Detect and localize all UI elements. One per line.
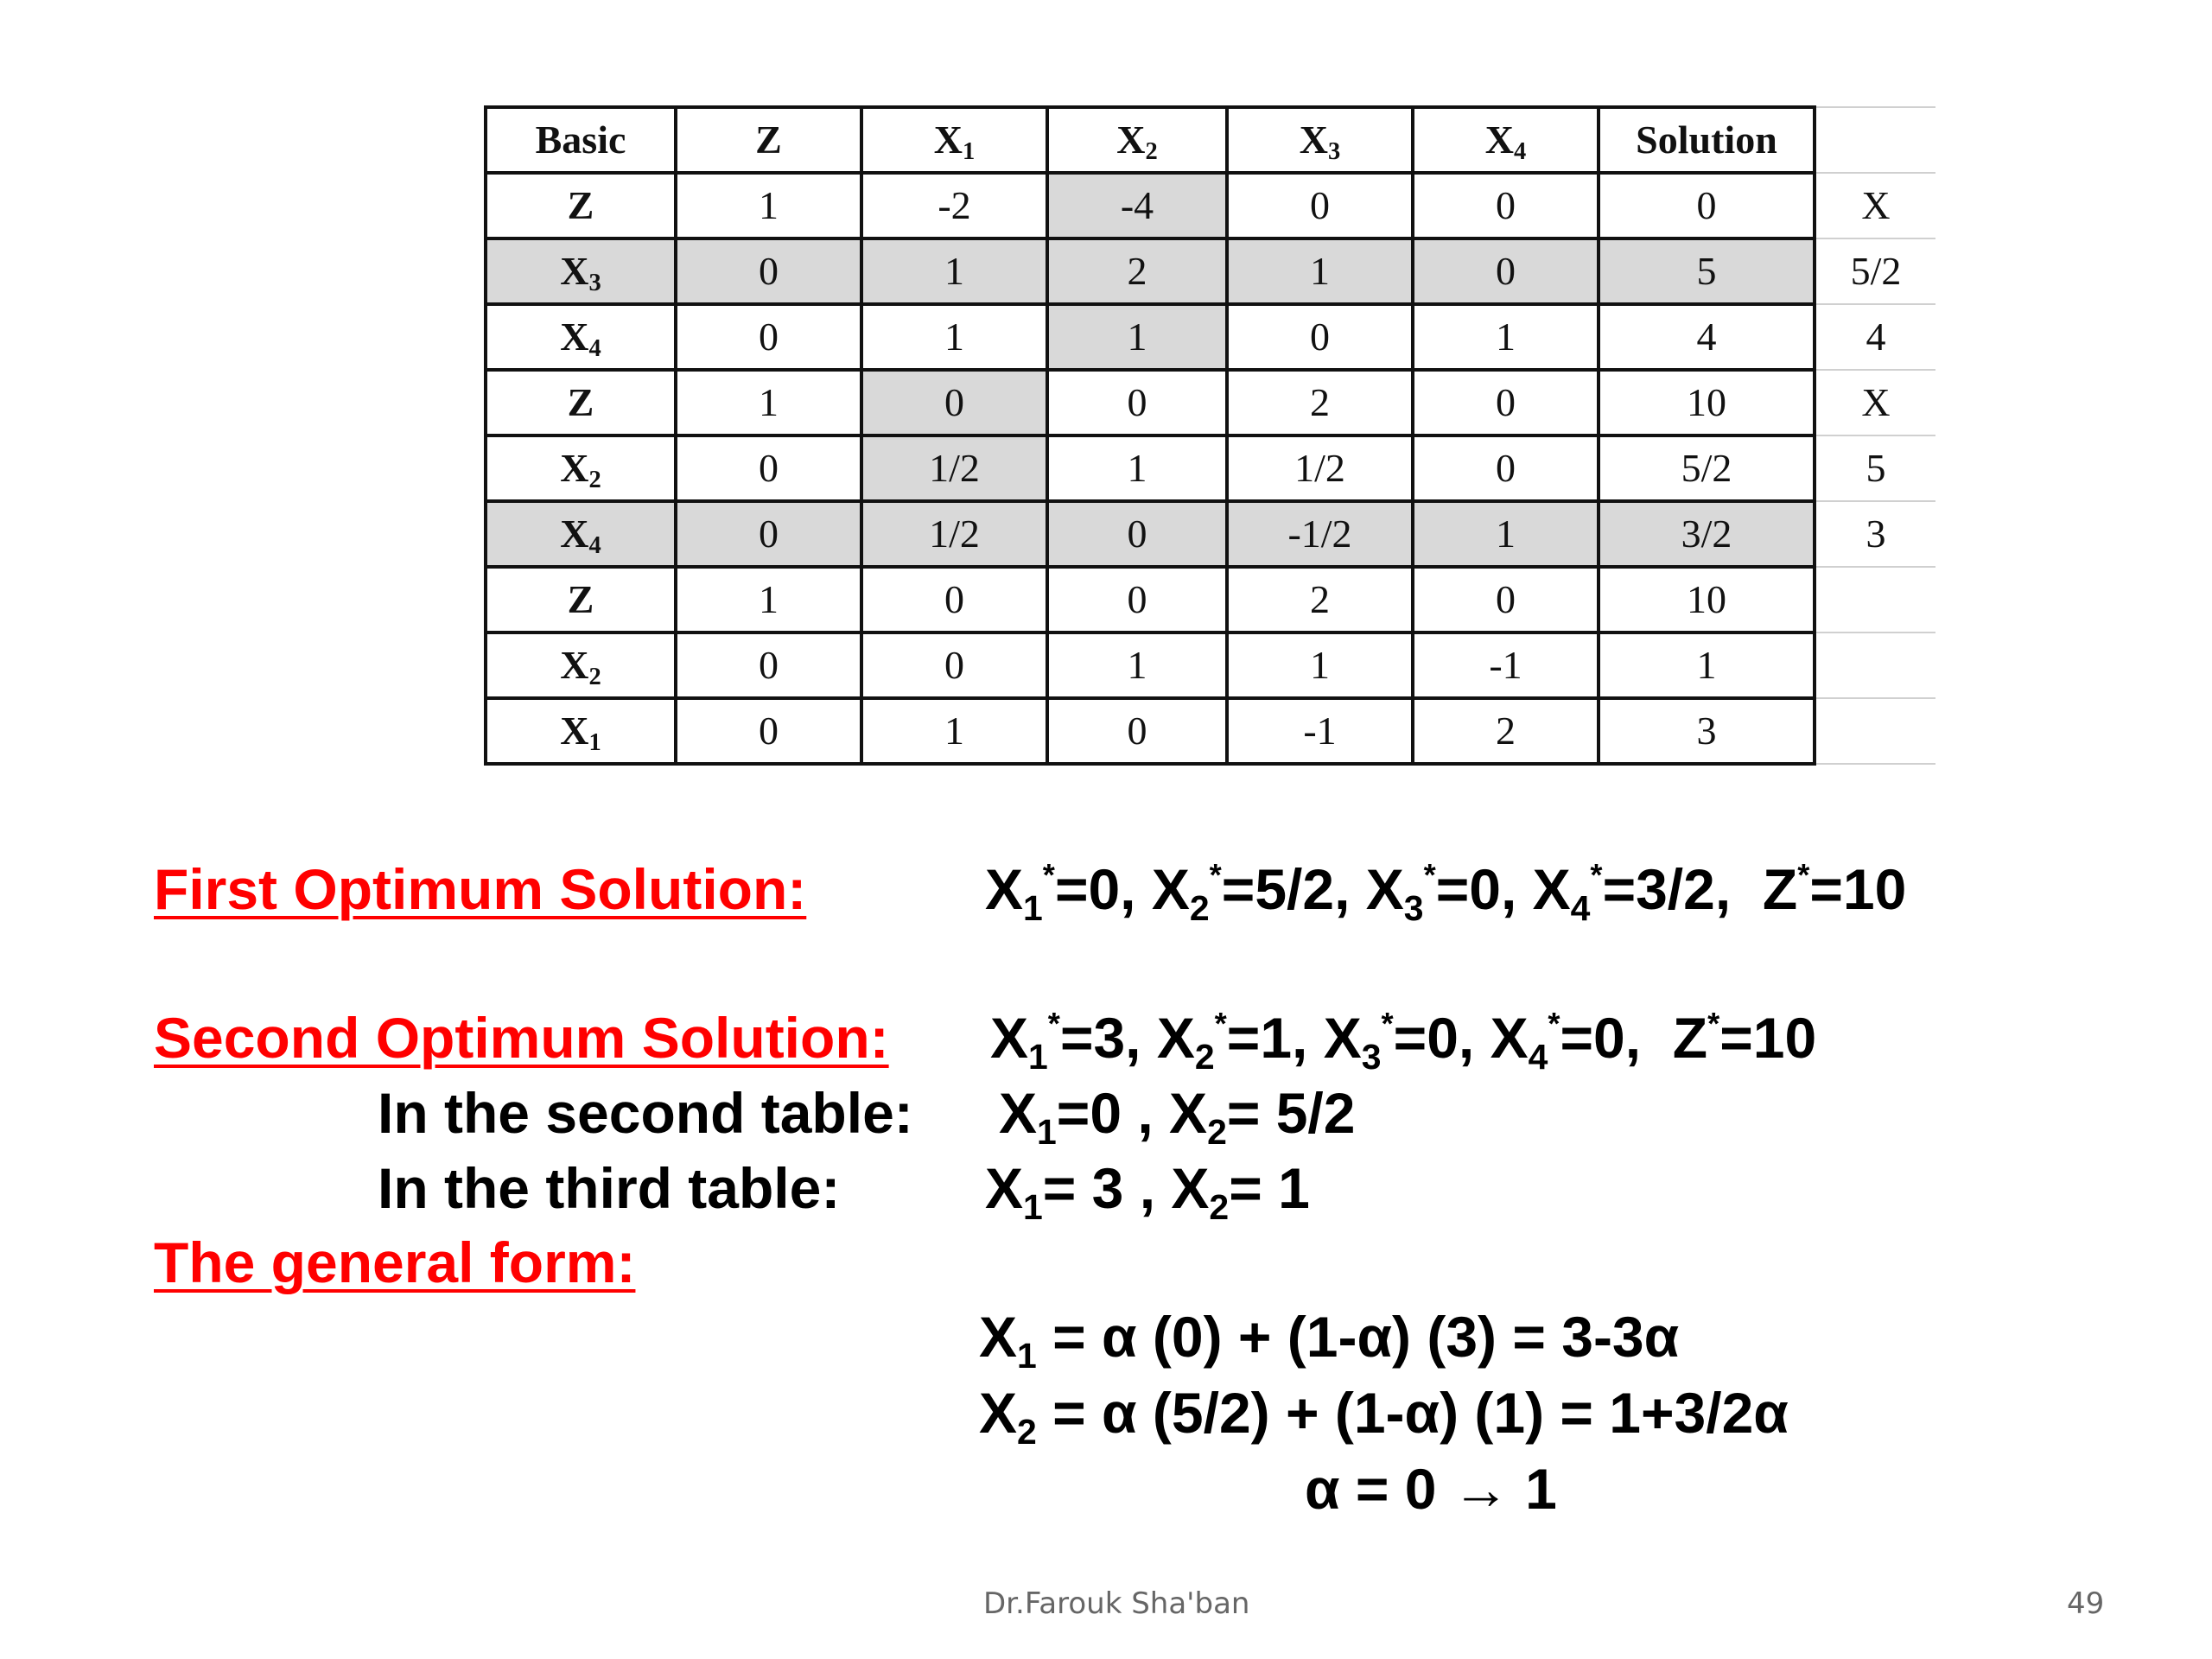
third-table-formula: $X_1= 3$ , $X_2= 1$ — [985, 1156, 1310, 1228]
tableau-cell: 10 — [1599, 370, 1815, 435]
tableau-cell: -1/2 — [1227, 501, 1413, 567]
tableau-basic-cell: $X_4$ — [486, 501, 676, 567]
tableau-basic-cell: Z — [486, 173, 676, 238]
footer-author: Dr.Farouk Sha'ban — [983, 1586, 1250, 1621]
tableau-header-cell: $X_3$ — [1227, 107, 1413, 173]
tableau-cell: 0 — [1599, 173, 1815, 238]
tableau-cell: 1 — [676, 173, 861, 238]
tableau-cell: 2 — [1047, 238, 1227, 304]
tableau-header-cell: $X_2$ — [1047, 107, 1227, 173]
tableau-cell: 0 — [1227, 304, 1413, 370]
tableau-cell: -4 — [1047, 173, 1227, 238]
tableau-cell: 1 — [1413, 501, 1599, 567]
tableau-cell: 5/2 — [1599, 435, 1815, 501]
tableau-ratio-cell: X — [1815, 173, 1936, 238]
tableau-cell: 0 — [1047, 370, 1227, 435]
tableau-ratio-cell: 4 — [1815, 304, 1936, 370]
tableau-header-cell: Z — [676, 107, 861, 173]
tableau-cell: 0 — [676, 501, 861, 567]
third-table-label: In the third table: — [378, 1156, 841, 1220]
tableau-basic-cell: $X_3$ — [486, 238, 676, 304]
second-optimum-label: Second Optimum Solution: — [154, 1006, 889, 1070]
first-optimum-label: First Optimum Solution: — [154, 857, 807, 921]
tableau-basic-cell: $X_1$ — [486, 698, 676, 764]
tableau-cell: 0 — [1047, 567, 1227, 632]
tableau-cell: 0 — [1413, 567, 1599, 632]
tableau-row — [486, 304, 1936, 370]
tableau-cell: -1 — [1227, 698, 1413, 764]
tableau-cell: 1 — [676, 370, 861, 435]
page-number: 49 — [2067, 1586, 2105, 1621]
tableau-header-cell: $X_1$ — [861, 107, 1047, 173]
tableau-basic-cell: $X_2$ — [486, 632, 676, 698]
general-form-equation-x1: $X_1 = \alpha$ (0) + (1-α) (3) = 3-3α — [979, 1305, 1680, 1376]
tableau-cell: 5 — [1599, 238, 1815, 304]
tableau-cell: 4 — [1599, 304, 1815, 370]
tableau-cell: 0 — [676, 238, 861, 304]
tableau-cell: -2 — [861, 173, 1047, 238]
tableau-cell: 0 — [676, 435, 861, 501]
tableau-row — [486, 698, 1936, 764]
tableau-cell: 2 — [1227, 567, 1413, 632]
tableau-header-cell: Solution — [1599, 107, 1815, 173]
tableau-row — [486, 567, 1936, 632]
tableau-basic-cell: Z — [486, 567, 676, 632]
tableau-cell: 1 — [1047, 632, 1227, 698]
tableau-cell: 1 — [1599, 632, 1815, 698]
tableau-ratio-cell — [1815, 107, 1936, 173]
simplex-tableau — [484, 105, 1936, 766]
tableau-cell: 1/2 — [861, 501, 1047, 567]
second-optimum-formula: $X_1^*=3$, $X_2^*=1$, $X_3^*=0$, $X_4^*=0$, Z*=10 — [990, 1005, 1817, 1077]
tableau-cell: 3/2 — [1599, 501, 1815, 567]
tableau-ratio-cell — [1815, 698, 1936, 764]
tableau-basic-cell: $X_2$ — [486, 435, 676, 501]
tableau-cell: 1 — [861, 698, 1047, 764]
tableau-cell: 1 — [861, 304, 1047, 370]
tableau-cell: 1/2 — [861, 435, 1047, 501]
tableau-ratio-cell — [1815, 632, 1936, 698]
tableau-cell: 0 — [1413, 238, 1599, 304]
tableau-ratio-cell: 5/2 — [1815, 238, 1936, 304]
tableau-cell: 0 — [676, 698, 861, 764]
tableau-cell: 1 — [1047, 435, 1227, 501]
tableau-cell: 3 — [1599, 698, 1815, 764]
tableau-ratio-cell: 3 — [1815, 501, 1936, 567]
tableau-cell: 0 — [1413, 435, 1599, 501]
tableau-header-row — [486, 107, 1936, 173]
first-optimum-formula: $X_1^*=0$, $X_2^*=5/2$, $X_3^*=0$, $X_4^*=3/2$, Z*=10 — [985, 856, 1907, 929]
tableau-cell: -1 — [1413, 632, 1599, 698]
tableau-header-cell: $X_4$ — [1413, 107, 1599, 173]
tableau-row — [486, 173, 1936, 238]
tableau-row — [486, 435, 1936, 501]
tableau-cell: 1 — [1413, 304, 1599, 370]
tableau-ratio-cell: X — [1815, 370, 1936, 435]
tableau-cell: 2 — [1227, 370, 1413, 435]
tableau-row — [486, 370, 1936, 435]
tableau-cell: 0 — [861, 370, 1047, 435]
tableau-cell: 0 — [1413, 173, 1599, 238]
tableau-cell: 0 — [861, 632, 1047, 698]
general-form-equation-x2: $X_2 = \alpha$ (5/2) + (1-α) (1) = 1+3/2α — [979, 1381, 1789, 1452]
second-table-label: In the second table: — [378, 1081, 913, 1145]
tableau-basic-cell: Z — [486, 370, 676, 435]
tableau-basic-cell: $X_4$ — [486, 304, 676, 370]
tableau-cell: 0 — [1413, 370, 1599, 435]
tableau-row — [486, 632, 1936, 698]
tableau-cell: 1 — [1227, 632, 1413, 698]
general-form-label: The general form: — [154, 1230, 636, 1294]
tableau-cell: 1 — [1227, 238, 1413, 304]
tableau-cell: 1 — [1047, 304, 1227, 370]
tableau-row — [486, 501, 1936, 567]
tableau-cell: 2 — [1413, 698, 1599, 764]
tableau-cell: 0 — [1047, 501, 1227, 567]
tableau-cell: 0 — [1227, 173, 1413, 238]
tableau-cell: 0 — [676, 632, 861, 698]
tableau-ratio-cell: 5 — [1815, 435, 1936, 501]
tableau-cell: 1/2 — [1227, 435, 1413, 501]
tableau-cell: 1 — [861, 238, 1047, 304]
tableau-cell: 1 — [676, 567, 861, 632]
tableau-cell: 0 — [861, 567, 1047, 632]
tableau-row — [486, 238, 1936, 304]
tableau-cell: 0 — [676, 304, 861, 370]
tableau-header-cell: Basic — [486, 107, 676, 173]
tableau-cell: 0 — [1047, 698, 1227, 764]
second-table-formula: $X_1=0$ , $X_2= 5/2$ — [999, 1081, 1356, 1153]
tableau-ratio-cell — [1815, 567, 1936, 632]
alpha-range: α = 0 → 1 — [1305, 1457, 1557, 1521]
tableau-cell: 10 — [1599, 567, 1815, 632]
